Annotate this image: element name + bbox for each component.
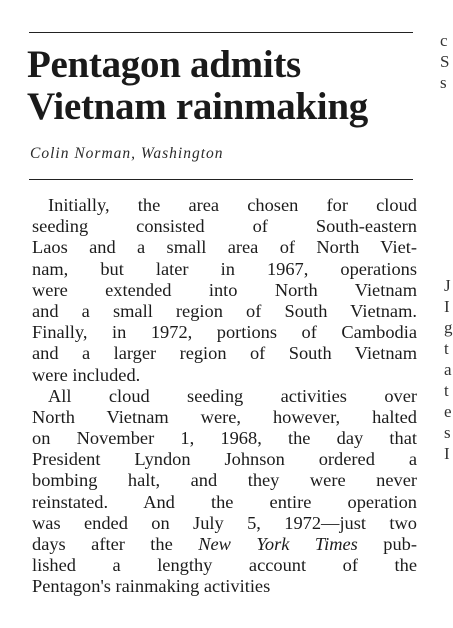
byline-rule — [29, 179, 413, 180]
fragment-char: I — [444, 444, 450, 463]
adjacent-column-fragment — [444, 275, 453, 464]
fragment-char: g — [444, 318, 453, 337]
body-line: reinstated. And the entire operation — [32, 491, 417, 512]
body-line-with-title — [32, 534, 417, 555]
body-line-part: days after the — [32, 534, 199, 554]
body-line: Laos and a small area of North Viet- — [32, 237, 417, 258]
headline-line: Pentagon admits — [27, 43, 301, 86]
body-line: and a larger region of South Vietnam — [32, 343, 417, 364]
headline — [27, 44, 427, 128]
body-line: bombing halt, and they were never — [32, 470, 417, 491]
fragment-char: J — [444, 276, 451, 295]
cut-off-line — [32, 576, 417, 597]
body-line: nam, but later in 1967, operations — [32, 258, 417, 279]
body-line: Finally, in 1972, portions of Cambodia — [32, 322, 417, 343]
body-line: and a small region of South Vietnam. — [32, 300, 417, 321]
body-line-part: pub- — [357, 534, 417, 554]
body-line: were extended into North Vietnam — [32, 279, 417, 300]
top-rule — [29, 32, 413, 33]
body-line: President Lyndon Johnson ordered a — [32, 449, 417, 470]
body-line: seeding consisted of South-eastern — [32, 216, 417, 237]
body-line: lished a lengthy account of the — [32, 555, 417, 576]
fragment-char: S — [440, 52, 450, 71]
adjacent-column-fragment — [440, 30, 450, 93]
fragment-char: e — [444, 402, 452, 421]
body-line: Initially, the area chosen for cloud — [48, 195, 417, 215]
body-line: All cloud seeding activities over — [48, 385, 417, 406]
body-line: was ended on July 5, 1972—just two — [32, 512, 417, 533]
fragment-char: t — [444, 381, 449, 400]
fragment-char: s — [444, 423, 451, 442]
headline-line: Vietnam rainmaking — [27, 85, 368, 128]
fragment-char: t — [444, 339, 449, 358]
newspaper-title: New York Times — [198, 534, 358, 554]
fragment-char: a — [444, 360, 452, 379]
body-line: Pentagon's rainmaking activities — [32, 576, 271, 597]
fragment-char: s — [440, 73, 447, 92]
body-line: North Vietnam were, however, halted — [32, 406, 417, 427]
fragment-char: c — [440, 31, 448, 50]
byline: Colin Norman, Washington — [30, 145, 224, 162]
body-line: on November 1, 1968, the day that — [32, 428, 417, 449]
fragment-char: I — [444, 297, 450, 316]
article-body — [32, 195, 417, 597]
body-line: were included. — [32, 364, 141, 385]
